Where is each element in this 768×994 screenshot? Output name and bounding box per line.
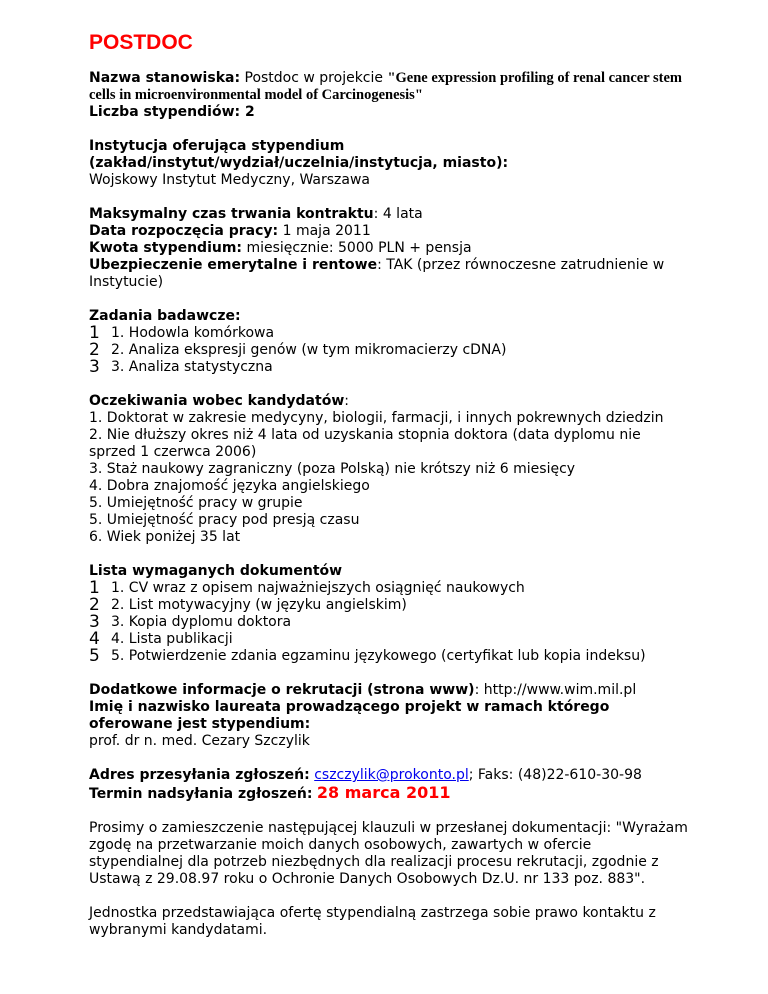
position-line — [89, 70, 689, 104]
list-number: 3 — [89, 357, 100, 377]
recruitment-section — [89, 682, 689, 750]
expectations-label: Oczekiwania wobec kandydatów — [89, 393, 345, 409]
position-section — [89, 70, 689, 121]
fax-value: ; Faks: (48)22-610-30-98 — [468, 767, 642, 783]
www-value: : http://www.wim.mil.pl — [474, 682, 637, 698]
deadline-line — [89, 784, 689, 803]
insurance-value: : TAK (przez równoczesne zatrudnienie w Instytucie) — [89, 257, 665, 290]
insurance-label: Ubezpieczenie emerytalne i rentowe — [89, 257, 378, 273]
duration-label: Maksymalny czas trwania kontraktu — [89, 206, 374, 222]
list-item — [89, 359, 689, 376]
leader-value: prof. dr n. med. Cezary Szczylik — [89, 733, 310, 749]
deadline-value: 28 marca 2011 — [316, 783, 451, 802]
expectations-heading — [89, 393, 689, 410]
task-item: 3. Analiza statystyczna — [111, 359, 273, 375]
start-line — [89, 223, 689, 240]
expectation-item: 1. Doktorat w zakresie medycyny, biologii, farmacji, i innych pokrewnych dziedzin — [89, 410, 664, 426]
expectation-item: 2. Nie dłuższy okres niż 4 lata od uzyskania stopnia doktora (data dyplomu nie sprzed 1 czerwca 2006) — [89, 427, 641, 460]
list-item — [89, 342, 689, 359]
address-line — [89, 767, 689, 784]
submission-section — [89, 767, 689, 803]
amount-value: miesięcznie: 5000 PLN + pensja — [246, 240, 472, 256]
document-item: 2. List motywacyjny (w języku angielskim) — [111, 597, 407, 613]
documents-label: Lista wymaganych dokumentów — [89, 563, 343, 579]
contract-section — [89, 206, 689, 291]
document-page — [89, 30, 689, 956]
institution-label: Instytucja oferująca stypendium (zakład/instytut/wydział/uczelnia/instytucja, miasto): — [89, 138, 509, 171]
start-value: 1 maja 2011 — [282, 223, 371, 239]
institution-value: Wojskowy Instytut Medyczny, Warszawa — [89, 172, 371, 188]
position-prefix: Postdoc w projekcie — [244, 70, 384, 86]
list-item — [89, 597, 689, 614]
expectation-item: 5. Umiejętność pracy w grupie — [89, 495, 303, 511]
amount-label: Kwota stypendium: — [89, 240, 243, 256]
list-number: 2 — [89, 340, 100, 360]
document-item: 3. Kopia dyplomu doktora — [111, 614, 292, 630]
list-item — [89, 648, 689, 665]
task-item: 1. Hodowla komórkowa — [111, 325, 275, 341]
list-item — [89, 614, 689, 631]
document-item: 4. Lista publikacji — [111, 631, 233, 647]
list-number: 2 — [89, 595, 100, 615]
duration-value: : 4 lata — [373, 206, 423, 222]
list-number: 5 — [89, 646, 100, 666]
clause-paragraph: Prosimy o zamieszczenie następującej klauzuli w przesłanej dokumentacji: "Wyrażam zgodę na przetwarzanie moich danych osobowych, zawartych w ofercie stypendialnej dla potrzeb niezbędnych dla realizacji procesu rekrutacji, zgodnie z Ustawą z 29.08.97 roku o Ochronie Danych Osobowych Dz.U. nr 133 poz. 883". — [89, 820, 688, 887]
list-item — [89, 631, 689, 648]
expectation-item: 4. Dobra znajomość języka angielskiego — [89, 478, 370, 494]
project-title: "Gene expression profiling of renal cancer stem cells in microenvironmental model of Carcinogenesis" — [89, 70, 682, 103]
duration-line — [89, 206, 689, 223]
list-item — [89, 580, 689, 597]
expectation-item: 5. Umiejętność pracy pod presją czasu — [89, 512, 360, 528]
document-item: 5. Potwierdzenie zdania egzaminu językowego (certyfikat lub kopia indeksu) — [111, 648, 646, 664]
closing-paragraph: Jednostka przedstawiająca ofertę stypendialną zastrzega sobie prawo kontaktu z wybranymi kandydatami. — [89, 905, 656, 938]
page-title: POSTDOC — [89, 31, 193, 54]
list-number: 1 — [89, 323, 100, 343]
scholarship-count: Liczba stypendiów: 2 — [89, 104, 255, 120]
tasks-label: Zadania badawcze: — [89, 308, 241, 324]
address-label: Adres przesyłania zgłoszeń: — [89, 767, 310, 783]
expectation-item: 3. Staż naukowy zagraniczny (poza Polską) nie krótszy niż 6 miesięcy — [89, 461, 576, 477]
www-line — [89, 682, 689, 699]
position-label: Nazwa stanowiska: — [89, 70, 241, 86]
insurance-line — [89, 257, 689, 291]
deadline-label: Termin nadsyłania zgłoszeń: — [89, 786, 313, 802]
task-item: 2. Analiza ekspresji genów (w tym mikromacierzy cDNA) — [111, 342, 507, 358]
list-number: 4 — [89, 629, 100, 649]
www-label: Dodatkowe informacje o rekrutacji (strona www) — [89, 682, 475, 698]
expectations-colon: : — [344, 393, 349, 409]
documents-section — [89, 563, 689, 665]
leader-label: Imię i nazwisko laureata prowadzącego projekt w ramach którego oferowane jest stypendium: — [89, 699, 610, 732]
list-number: 3 — [89, 612, 100, 632]
start-label: Data rozpoczęcia pracy: — [89, 223, 279, 239]
amount-line — [89, 240, 689, 257]
expectation-item: 6. Wiek poniżej 35 lat — [89, 529, 241, 545]
list-number: 1 — [89, 578, 100, 598]
institution-section — [89, 138, 689, 189]
document-item: 1. CV wraz z opisem najważniejszych osiągnięć naukowych — [111, 580, 525, 596]
tasks-section — [89, 308, 689, 376]
list-item — [89, 325, 689, 342]
email-link[interactable]: cszczylik@prokonto.pl — [314, 767, 469, 783]
expectations-section — [89, 393, 689, 546]
